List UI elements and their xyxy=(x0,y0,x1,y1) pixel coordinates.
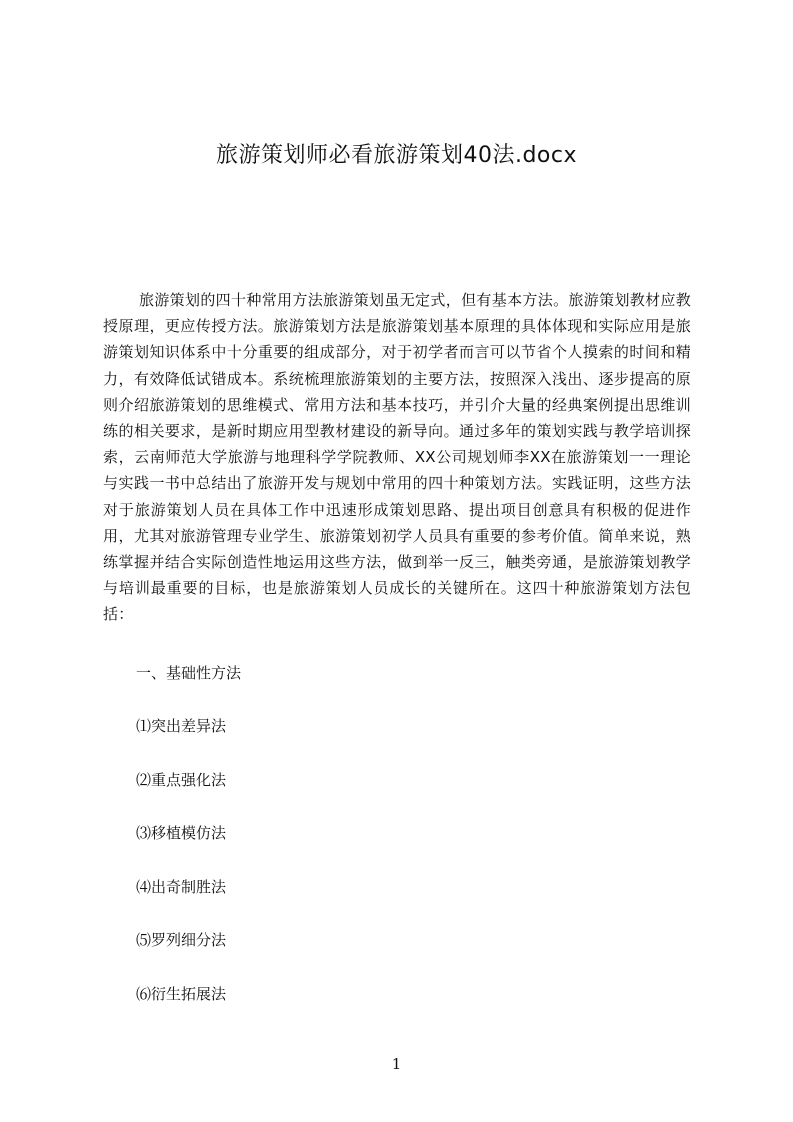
method-item: ⑶移植模仿法 xyxy=(136,824,227,843)
document-title: 旅游策划师必看旅游策划40法.docx xyxy=(215,143,578,168)
method-item: ⑴突出差异法 xyxy=(136,717,227,735)
page-number: 1 xyxy=(391,1055,402,1073)
method-item: ⑷出奇制胜法 xyxy=(136,877,227,896)
section-heading: 一、基础性方法 xyxy=(136,664,242,682)
method-list xyxy=(136,713,226,1035)
method-item: ⑸罗列细分法 xyxy=(136,931,227,950)
intro-paragraph: 旅游策划的四十种常用方法旅游策划虽无定式，但有基本方法。旅游策划教材应教授原理，更应传授方法。旅游策划方法是旅游策划基本原理的具体体现和实际应用是旅游策划知识体系中十分重要的组成部分，对于初学者而言可以节省个人摸索的时间和精力，有效降低试错成本。系统梳理旅游策划的主要方法，按照深入浅出、逐步提高的原则介绍旅游策划的思维模式、常用方法和基本技巧，并引介大量的经典案例提出思维训练的相关要求，是新时期应用型教材建设的新导向。通过多年的策划实践与教学培训探索，云南师范大学旅游与地理科学学院教师、XX公司规划师李XX在旅游策划一一理论与实践一书中总结出了旅游开发与规划中常用的四十种策划方法。实践证明，这些方法对于旅游策划人员在具体工作中迅速形成策划思路、提出项目创意具有积极的促进作用，尤其对旅游管理专业学生、旅游策划初学人员具有重要的参考价值。简单来说，熟练掌握并结合实际创造性地运用这些方法，做到举一反三，触类旁通，是旅游策划教学与培训最重要的目标，也是旅游策划人员成长的关键所在。这四十种旅游策划方法包括： xyxy=(103,291,691,624)
method-item: ⑵重点强化法 xyxy=(136,770,227,789)
method-item: ⑹衍生拓展法 xyxy=(136,984,227,1003)
